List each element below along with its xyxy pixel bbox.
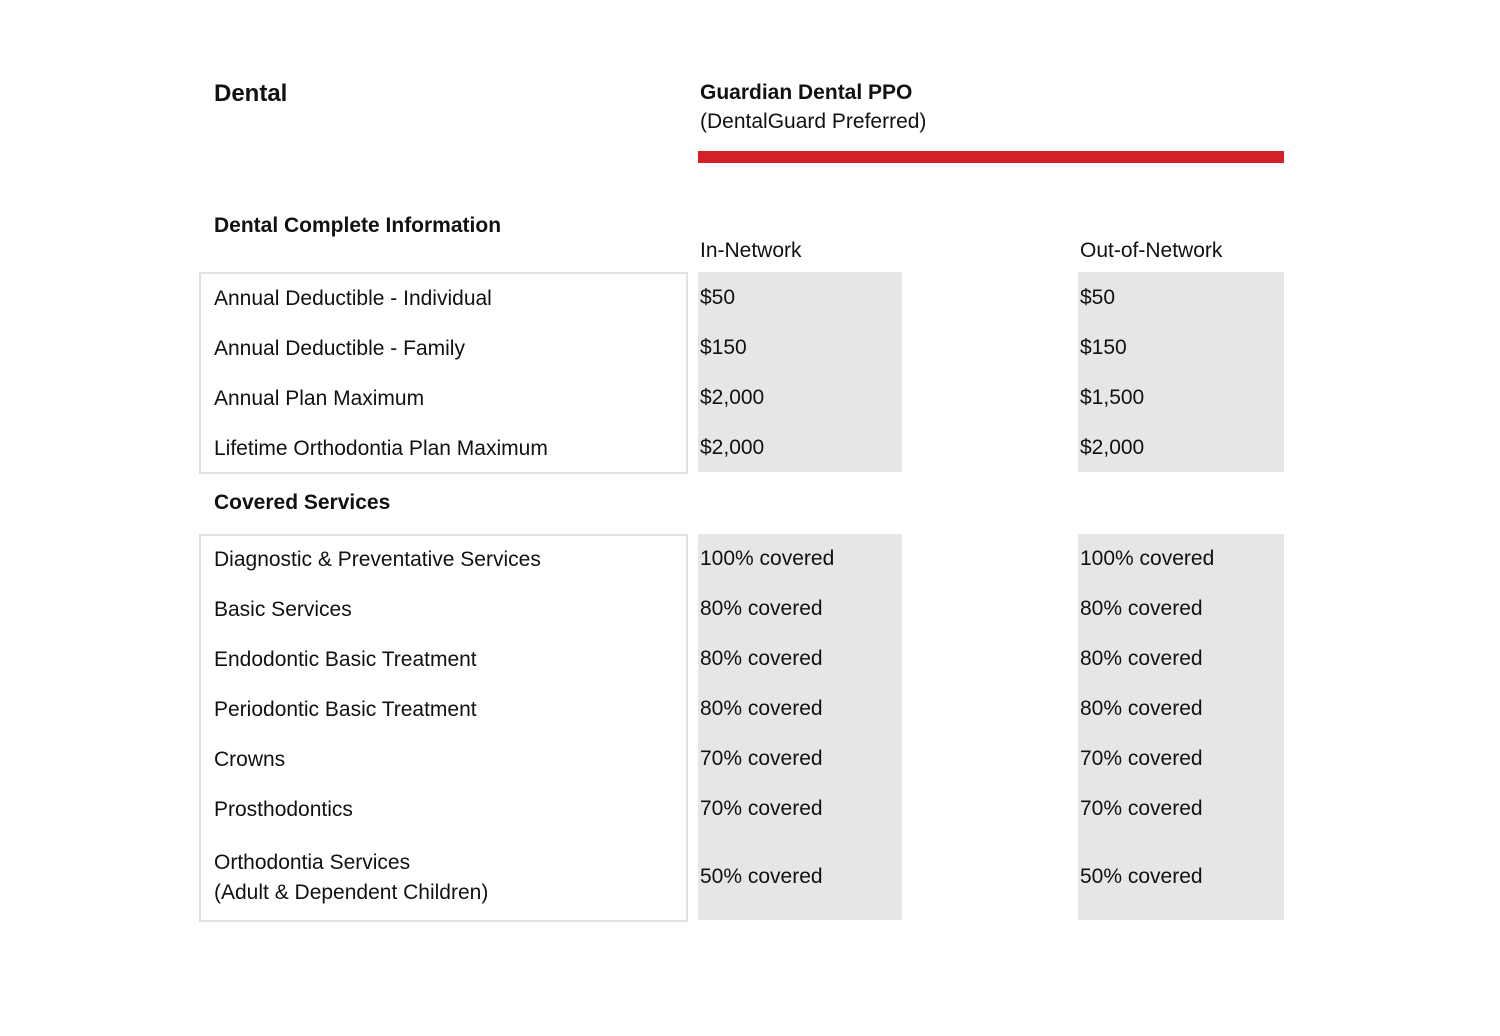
plan-name: Guardian Dental PPO — [700, 81, 913, 104]
row-label-orthodontia: Orthodontia Services — [214, 851, 411, 874]
out-of-network-deductible-family: $150 — [1080, 336, 1127, 359]
row-label-deductible-individual: Annual Deductible - Individual — [214, 287, 492, 310]
out-of-network-endodontic: 80% covered — [1080, 647, 1203, 670]
row-label-diagnostic-preventative: Diagnostic & Preventative Services — [214, 548, 541, 571]
row-label-endodontic: Endodontic Basic Treatment — [214, 648, 477, 671]
in-network-deductible-family: $150 — [700, 336, 747, 359]
column-header-in-network: In-Network — [700, 239, 802, 262]
in-network-basic-services: 80% covered — [700, 597, 823, 620]
row-label-basic-services: Basic Services — [214, 598, 352, 621]
out-of-network-diagnostic-preventative: 100% covered — [1080, 547, 1215, 570]
in-network-prosthodontics: 70% covered — [700, 797, 823, 820]
section-title-info: Dental Complete Information — [214, 214, 502, 237]
row-label-periodontic: Periodontic Basic Treatment — [214, 698, 477, 721]
out-of-network-crowns: 70% covered — [1080, 747, 1203, 770]
in-network-plan-maximum: $2,000 — [700, 386, 765, 409]
out-of-network-basic-services: 80% covered — [1080, 597, 1203, 620]
out-of-network-orthodontia: 50% covered — [1080, 865, 1203, 888]
out-of-network-prosthodontics: 70% covered — [1080, 797, 1203, 820]
in-network-periodontic: 80% covered — [700, 697, 823, 720]
section-title-services: Covered Services — [214, 491, 391, 514]
row-label-plan-maximum: Annual Plan Maximum — [214, 387, 425, 410]
out-of-network-deductible-individual: $50 — [1080, 286, 1116, 309]
row-label-orthodontia-note: (Adult & Dependent Children) — [214, 881, 489, 904]
plan-subtitle: (DentalGuard Preferred) — [700, 110, 927, 133]
column-header-out-of-network: Out-of-Network — [1080, 239, 1223, 262]
in-network-orthodontia: 50% covered — [700, 865, 823, 888]
out-of-network-plan-maximum: $1,500 — [1080, 386, 1145, 409]
in-network-deductible-individual: $50 — [700, 286, 736, 309]
services-in-network-column — [698, 534, 902, 920]
out-of-network-periodontic: 80% covered — [1080, 697, 1203, 720]
in-network-diagnostic-preventative: 100% covered — [700, 547, 835, 570]
services-out-of-network-column — [1078, 534, 1284, 920]
row-label-crowns: Crowns — [214, 748, 286, 771]
page-title: Dental — [214, 80, 288, 107]
out-of-network-orthodontia-maximum: $2,000 — [1080, 436, 1145, 459]
accent-bar — [698, 151, 1284, 163]
in-network-orthodontia-maximum: $2,000 — [700, 436, 765, 459]
in-network-crowns: 70% covered — [700, 747, 823, 770]
in-network-endodontic: 80% covered — [700, 647, 823, 670]
row-label-prosthodontics: Prosthodontics — [214, 798, 353, 821]
row-label-deductible-family: Annual Deductible - Family — [214, 337, 465, 360]
row-label-orthodontia-maximum: Lifetime Orthodontia Plan Maximum — [214, 437, 548, 460]
